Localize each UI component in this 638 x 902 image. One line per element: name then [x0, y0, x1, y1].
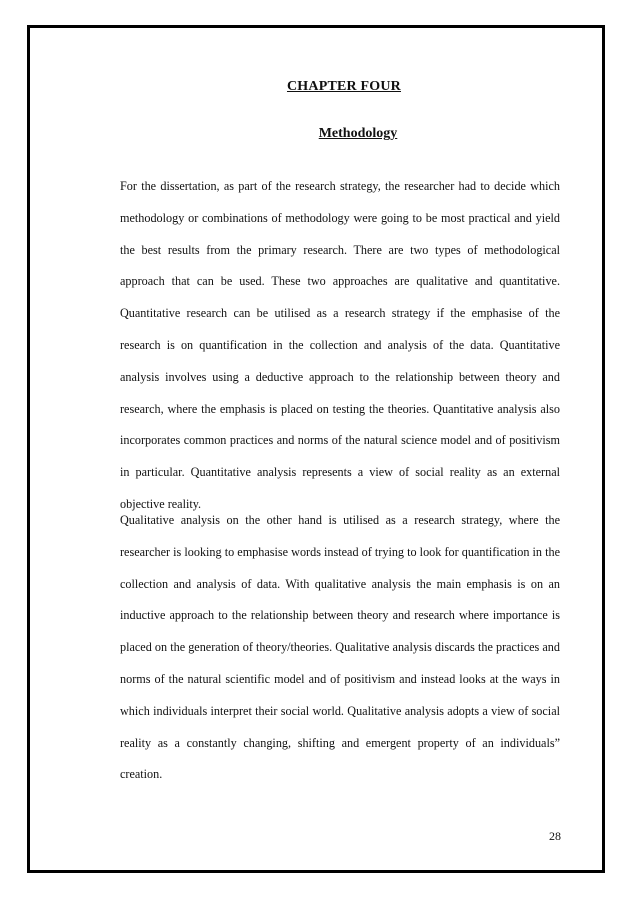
section-title: Methodology [318, 126, 398, 141]
paragraph-methodology-intro: For the dissertation, as part of the research strategy, the researcher had to decide which methodology or combinations of methodology were going to be most practical and yield the best results from the primary research. There are two types of methodological approach that can be used. These two approaches are qualitative and quantitative. Quantitative research can be utilised as a research strategy if the emphasise of the research is on quantification in the collection and analysis of the data. Quantitative analysis involves using a deductive approach to the relationship between theory and research, where the emphasis is placed on testing the theories. Quantitative analysis also incorporates common practices and norms of the natural science model and of positivism in particular. Quantitative analysis represents a view of social reality as an external objective reality. [120, 179, 560, 511]
paragraph-qualitative-analysis: Qualitative analysis on the other hand is utilised as a research strategy, where the researcher is looking to emphasise words instead of trying to look for quantification in the collection and analysis of data. With qualitative analysis the main emphasis is on an inductive approach to the relationship between theory and research where importance is placed on the generation of theory/theories. Qualitative analysis discards the practices and norms of the natural scientific model and of positivism and instead looks at the ways in which individuals interpret their social world. Qualitative analysis adopts a view of social reality as a constantly changing, shifting and emergent property of an individuals” creation. [120, 513, 560, 782]
chapter-title: CHAPTER FOUR [286, 79, 401, 94]
page-number: 28 [549, 829, 561, 843]
